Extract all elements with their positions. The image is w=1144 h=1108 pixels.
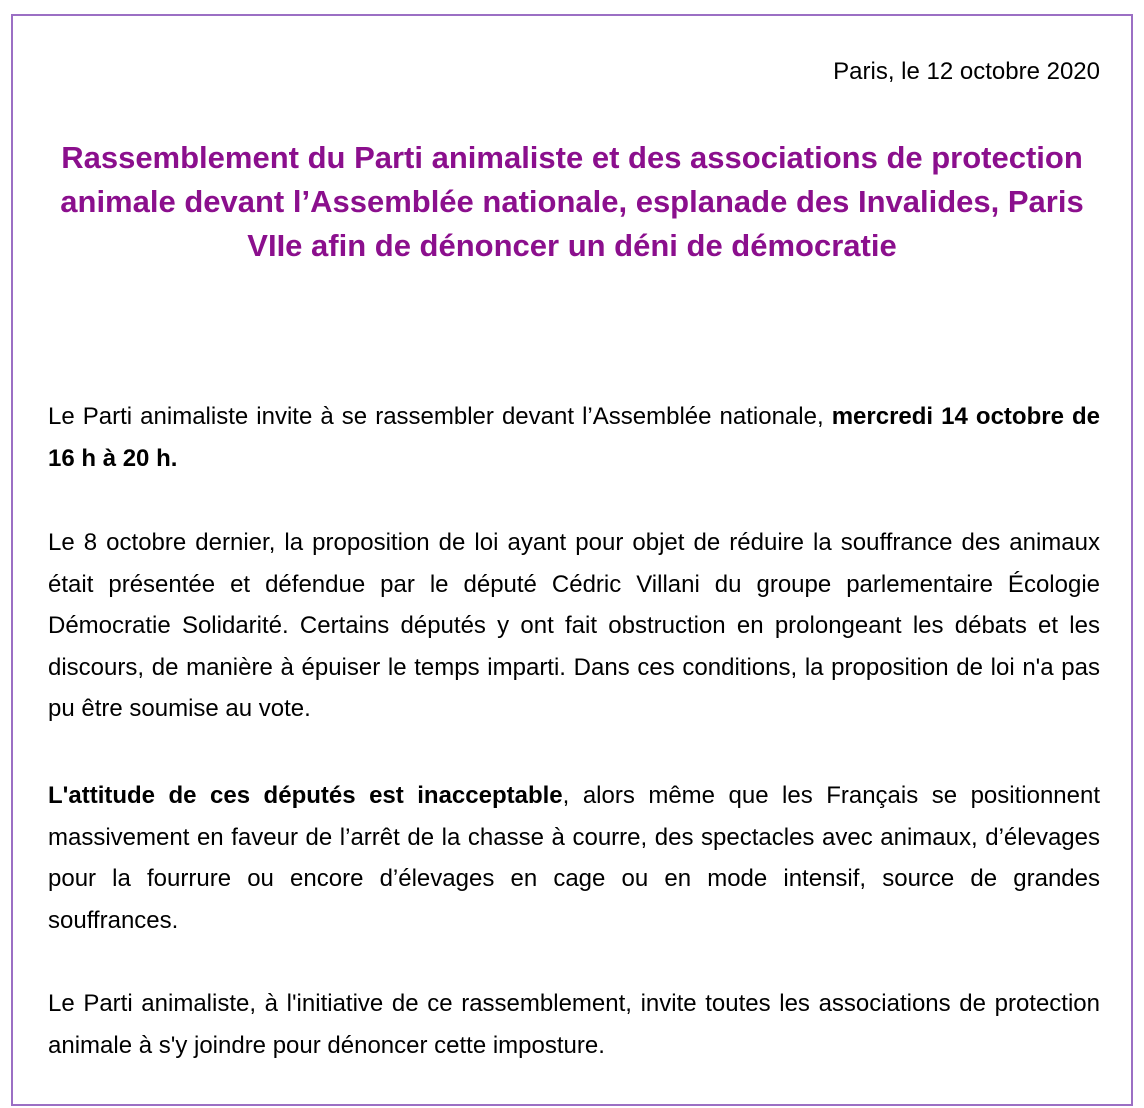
paragraph-invitation-text: Le Parti animaliste invite à se rassembler devant l’Assemblée nationale,	[48, 403, 824, 430]
paragraph-call-to-action: Le Parti animaliste, à l'initiative de ce rassemblement, invite toutes les associations de protection animale à s'y joindre pour dénoncer cette imposture.	[48, 990, 1100, 1059]
event-date-time: mercredi 14 octobre de 16 h à 20 h.	[48, 403, 1100, 472]
paragraph-context: Le 8 octobre dernier, la proposition de loi ayant pour objet de réduire la souffrance des animaux était présentée et défendue par le député Cédric Villani du groupe parlementaire Écologie Démocratie Solidarité. Certains députés y ont fait obstruction en prolongeant les débats et les discours, de manière à épuiser le temps imparti. Dans ces conditions, la proposition de loi n'a pas pu être soumise au vote.	[48, 529, 1100, 722]
document-date: Paris, le 12 octobre 2020	[833, 58, 1100, 85]
attitude-statement: L'attitude de ces députés est inacceptable	[48, 782, 563, 809]
press-release-headline: Rassemblement du Parti animaliste et des associations de protection animale devant l’Assemblée nationale, esplanade des Invalides, Paris VIIe afin de dénoncer un déni de démocratie	[60, 140, 1084, 263]
paragraph-attitude	[48, 775, 1100, 941]
paragraph-invitation	[48, 396, 1100, 479]
paragraph-attitude-text: , alors même que les Français se positionnent massivement en faveur de l’arrêt de la chasse à courre, des spectacles avec animaux, d’élevages pour la fourrure ou encore d’élevages en cage ou en mode intensif, source de grandes souffrances.	[48, 782, 1101, 934]
